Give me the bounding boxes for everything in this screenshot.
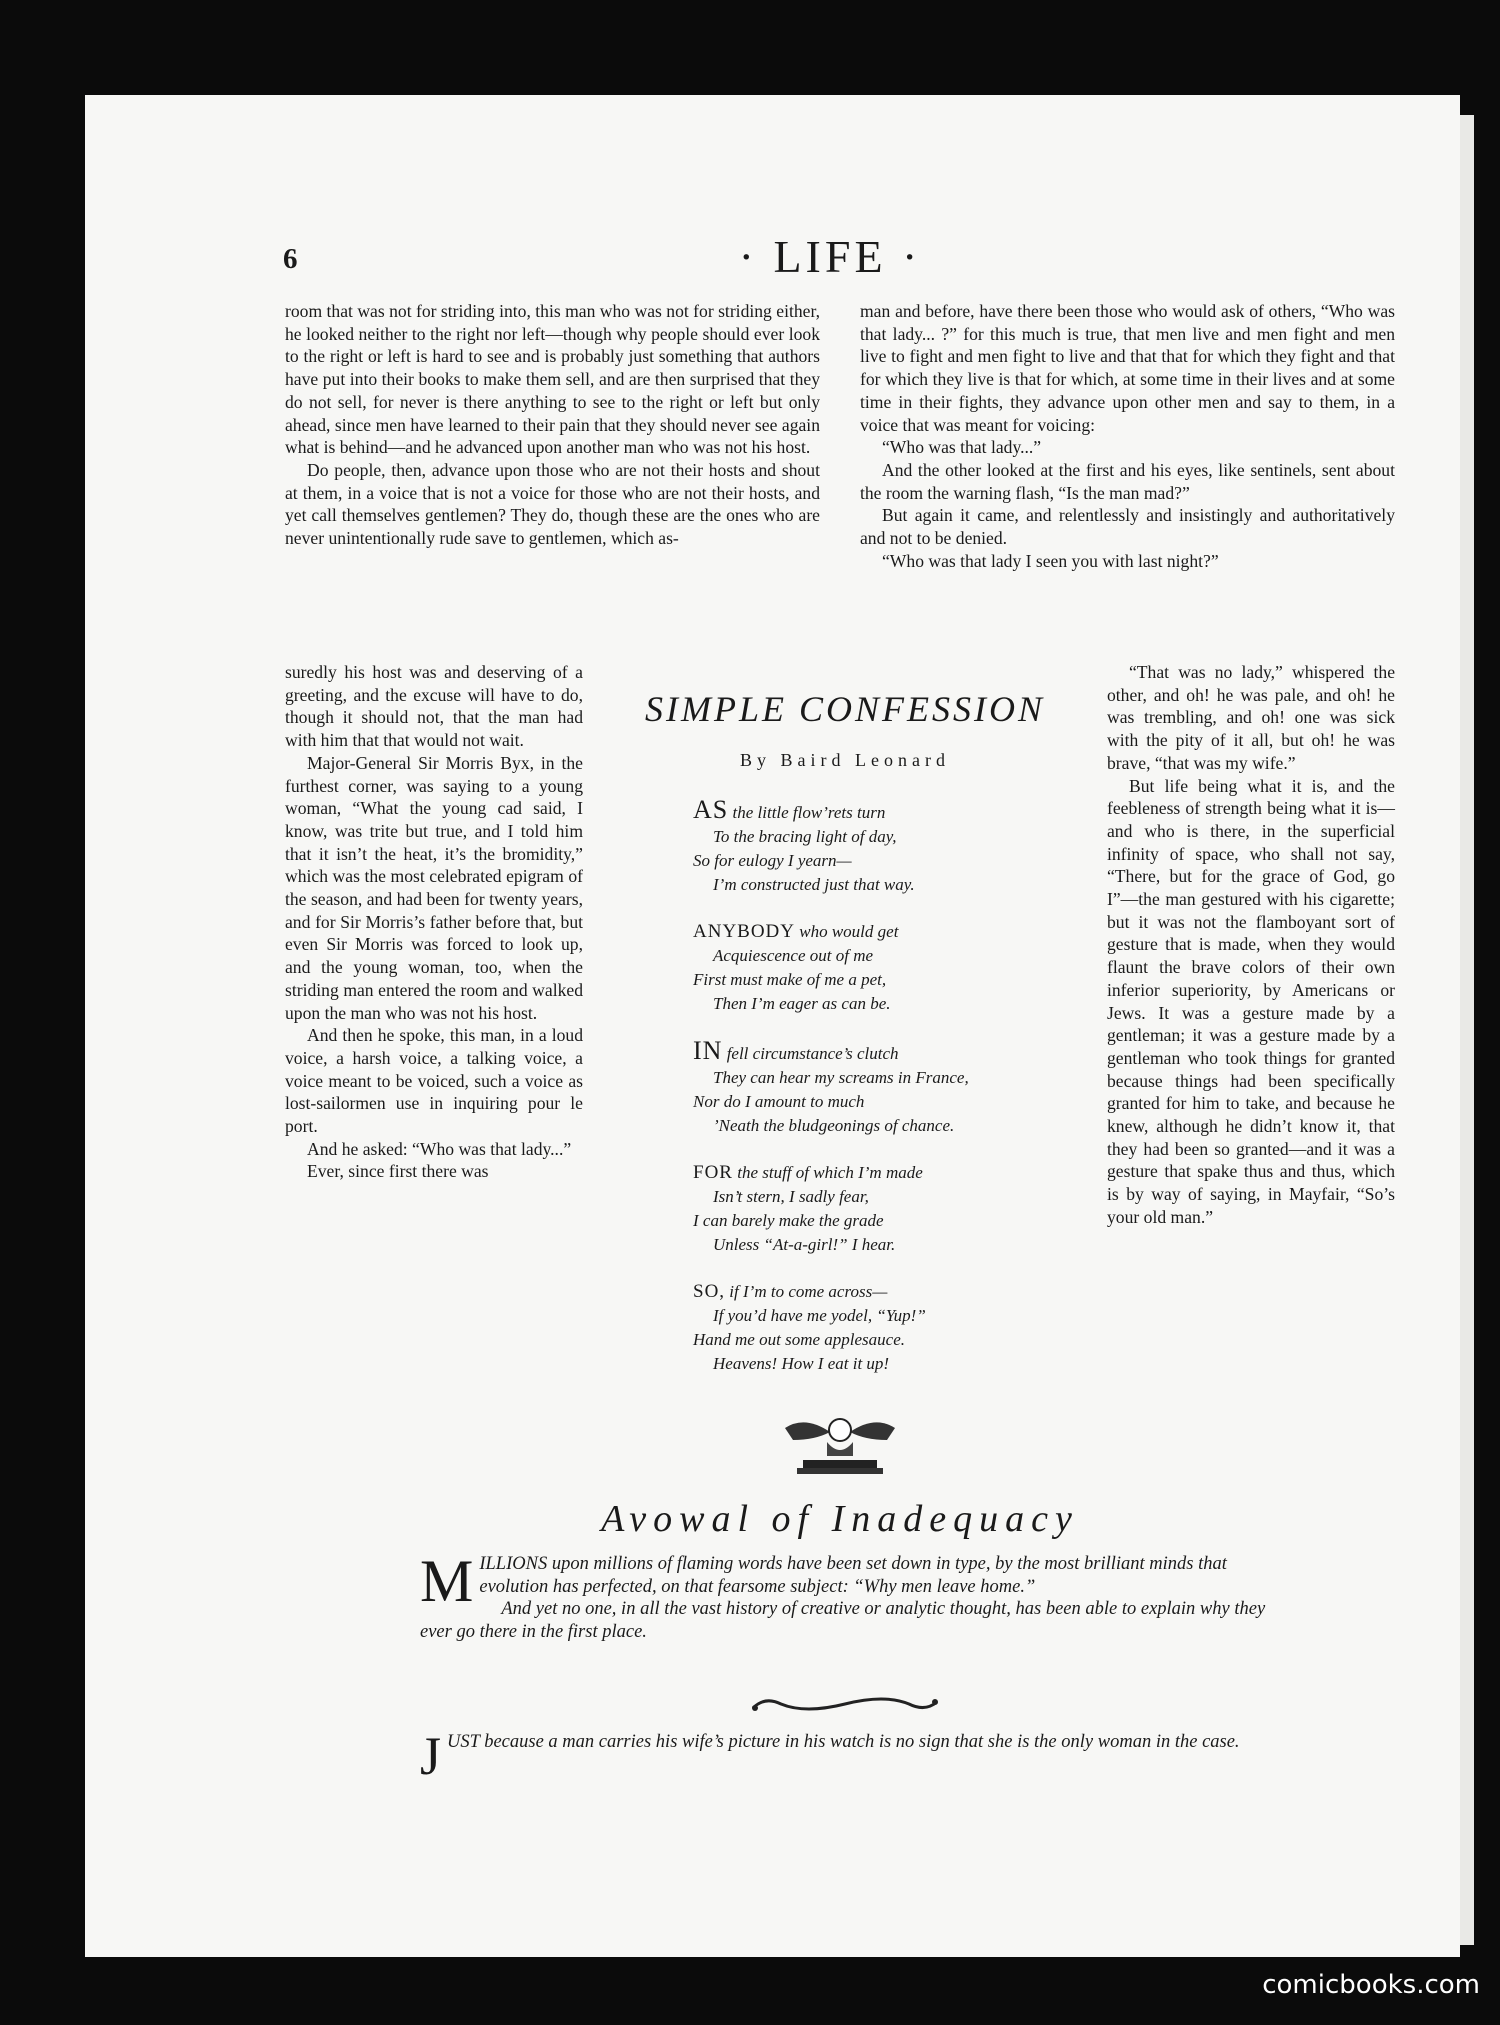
poem-line: the little flow’rets turn xyxy=(732,803,886,822)
column-left-middle xyxy=(285,661,583,1183)
poem-line: First must make of me a pet, xyxy=(693,970,887,989)
poem-line: Unless “At-a-girl!” I hear. xyxy=(713,1235,896,1254)
poem-line: I’m constructed just that way. xyxy=(713,875,915,894)
poem-line: the stuff of which I’m made xyxy=(737,1163,923,1182)
poem-line: fell circumstance’s clutch xyxy=(726,1044,899,1063)
paragraph: “Who was that lady I seen you with last night?” xyxy=(882,550,1219,571)
poem-line: Isn’t stern, I sadly fear, xyxy=(713,1187,869,1206)
avowal-body xyxy=(420,1548,1270,1643)
paragraph: And he asked: “Who was that lady...” xyxy=(307,1138,572,1159)
paragraph: room that was not for striding into, this man who was not for striding either, he looked neither to the right nor left—though why people should ever look to the right or left is hard to see and is probably just something that authors have put into their books to make them sell, and are then surprised that they do not sell, for never is there anything to see to the right or left but only ahead, since men have learned to their pain that they should never see again what is behind—and he advanced upon another man who was not his host. xyxy=(285,301,820,458)
paragraph: man and before, have there been those who would ask of others, “Who was that lady... ?” for this much is true, that men live and men fight and men live to fight and men fight to live and that that for which they fight and that for which they live is that for which, at some time in their lives and at some time in their fights, they advance upon other men and say to them, in a voice that was meant for voicing: xyxy=(860,301,1395,435)
paragraph: But again it came, and relentlessly and insistingly and authoritatively and not to be denied. xyxy=(860,505,1395,549)
poem-line: I can barely make the grade xyxy=(693,1211,884,1230)
stanza-first-word: AS xyxy=(693,795,729,824)
masthead: · LIFE · xyxy=(738,231,922,282)
paragraph: And the other looked at the first and his eyes, like sentinels, sent about the room the warning flash, “Is the man mad?” xyxy=(860,459,1395,503)
column-left-top xyxy=(285,300,820,550)
poem-line: To the bracing light of day, xyxy=(713,827,897,846)
stanza-first-word: SO, xyxy=(693,1281,726,1302)
paragraph: Ever, since first there was xyxy=(307,1161,489,1182)
stanza-first-word: IN xyxy=(693,1036,723,1065)
cherub-ornament-icon xyxy=(775,1410,905,1480)
poem-line: Hand me out some applesauce. xyxy=(693,1330,905,1349)
poem-line: Nor do I amount to much xyxy=(693,1092,865,1111)
poem-line: If you’d have me yodel, “Yup!” xyxy=(713,1306,926,1325)
paragraph: UST because a man carries his wife’s picture in his watch is no sign that she is the only woman in the case. xyxy=(447,1732,1240,1752)
poem-stanza xyxy=(693,1161,1113,1257)
poem-line: So for eulogy I yearn— xyxy=(693,851,852,870)
swash-divider-icon xyxy=(745,1690,945,1720)
poem-line: Heavens! How I eat it up! xyxy=(713,1354,890,1373)
paragraph: Major-General Sir Morris Byx, in the furthest corner, was saying to a young woman, “What the young cad said, I know, was trite but true, and I told him that it isn’t the heat, it’s the bromidity,” which was the most celebrated epigram of the season, and had been for twenty years, and for Sir Morris’s father before that, but even Sir Morris was forced to look up, and the young woman, too, when the striding man entered the room and walked upon the man who was not his host. xyxy=(285,752,583,1023)
paragraph: And yet no one, in all the vast history of creative or analytic thought, has been able to explain why they ever go there in the first place. xyxy=(420,1599,1266,1642)
column-right-middle xyxy=(1107,661,1395,1229)
poem-stanza xyxy=(693,1280,1113,1376)
drop-cap: M xyxy=(420,1548,474,1614)
poem-stanza xyxy=(693,920,1113,1016)
poem-line: ’Neath the bludgeonings of chance. xyxy=(713,1116,955,1135)
poem-line: Acquiescence out of me xyxy=(713,946,874,965)
just-joke xyxy=(420,1726,1270,1786)
drop-cap: J xyxy=(420,1726,442,1786)
poem-line: Then I’m eager as can be. xyxy=(713,994,891,1013)
poem-line: who would get xyxy=(799,922,899,941)
poem-stanza xyxy=(693,795,1113,897)
poem-line: if I’m to come across— xyxy=(729,1282,888,1301)
paragraph: And then he spoke, this man, in a loud voice, a harsh voice, a talking voice, a voice meant to be voiced, such a voice as lost-sailormen use in inquiring pour le port. xyxy=(285,1025,583,1137)
paragraph: Do people, then, advance upon those who are not their hosts and shout at them, in a voice that is not a voice for those who are not their hosts, and yet call themselves gentlemen? They do, though these are the ones who are never unintentionally rude save to gentlemen, which as- xyxy=(285,459,820,549)
poem-stanza xyxy=(693,1036,1113,1138)
poem-title: SIMPLE CONFESSION xyxy=(645,689,1045,729)
stanza-first-word: FOR xyxy=(693,1162,733,1183)
page-number: 6 xyxy=(283,243,298,275)
next-page-edge xyxy=(1460,115,1474,1945)
poem-line: They can hear my screams in France, xyxy=(713,1068,969,1087)
poem-byline: By Baird Leonard xyxy=(740,750,950,770)
paragraph: “Who was that lady...” xyxy=(882,437,1042,458)
paragraph: ILLIONS upon millions of flaming words have been set down in type, by the most brilliant minds that evolution has perfected, on that fearsome subject: “Why men leave home.” xyxy=(479,1554,1227,1597)
avowal-title: Avowal of Inadequacy xyxy=(601,1498,1079,1540)
column-right-top xyxy=(860,300,1395,572)
paragraph: But life being what it is, and the feebleness of strength being what it is—and who is there, in the superficial infinity of space, who shall not say, “There, but for the grace of God, go I”—the man gestured with his cigarette; but it was not the flamboyant sort of gesture that is made, when they would flaunt the brave colors of their own inferior superiority, by Americans or Jews. It was a gesture made by a gentleman; it was a gesture made by a gentleman who took things for granted because things had been specifically granted for him to take, and because he knew, although he didn’t know it, that they had been so granted—and it was a gesture that spake thus and thus, which is by way of saying, in Mayfair, “So’s your old man.” xyxy=(1107,775,1395,1227)
stanza-first-word: ANYBODY xyxy=(693,921,795,942)
poem xyxy=(693,795,1113,1399)
paragraph: suredly his host was and deserving of a greeting, and the excuse will have to do, though it should not, that the man had with him that that would not wait. xyxy=(285,662,583,751)
paragraph: “That was no lady,” whispered the other, and oh! he was pale, and oh! he was trembling, and oh! one was sick with the pity of it all, but oh! he was brave, “that was my wife.” xyxy=(1107,662,1395,773)
watermark: comicbooks.com xyxy=(1262,1970,1480,2000)
